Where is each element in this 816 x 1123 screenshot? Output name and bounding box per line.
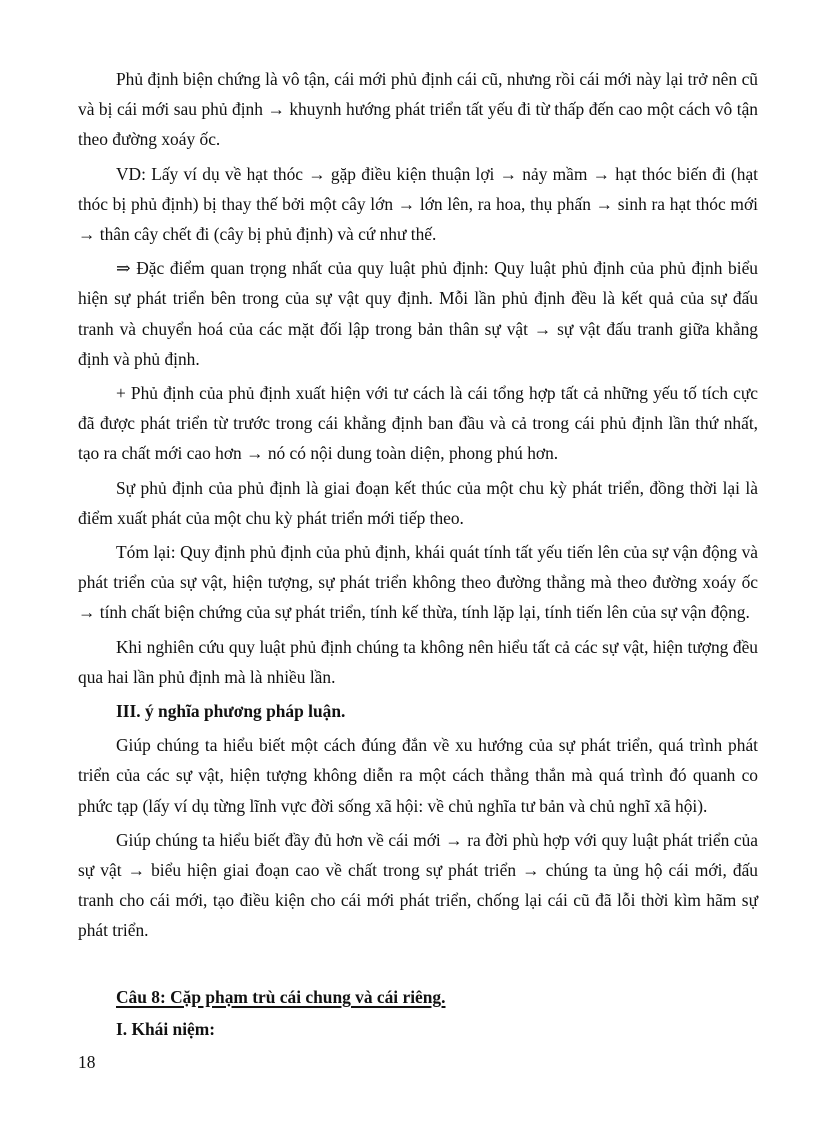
section-heading: III. ý nghĩa phương pháp luận.: [116, 701, 346, 722]
paragraph: VD: Lấy ví dụ về hạt thóc → gặp điều kiện thuận lợi → nảy mầm → hạt thóc biến đi (hạt thóc bị phủ định) bị thay thế bởi một cây lớn → lớn lên, ra hoa, thụ phấn → sinh ra hạt thóc mới → thân cây chết đi (cây bị phủ định) và cứ như thế.: [78, 163, 758, 245]
paragraph: Phủ định biện chứng là vô tận, cái mới phủ định cái cũ, nhưng rồi cái mới này lại trở nên cũ và bị cái mới sau phủ định → khuynh hướng phát triển tất yếu đi từ thấp đến cao một cách vô tận theo đường xoáy ốc.: [78, 69, 758, 150]
document-page: [78, 64, 758, 1048]
subsection-heading: I. Khái niệm:: [116, 1018, 216, 1039]
paragraph: + Phủ định của phủ định xuất hiện với tư cách là cái tổng hợp tất cả những yếu tố tích cực đã được phát triển từ trước trong cái khẳng định ban đầu và cả trong cái phủ định lần thứ nhất, tạo ra chất mới cao hơn → nó có nội dung toàn diện, phong phú hơn.: [78, 383, 758, 464]
paragraph: Giúp chúng ta hiểu biết một cách đúng đắn về xu hướng của sự phát triển, quá trình phát triển của các sự vật, hiện tượng không diễn ra một cách thẳng thắn mà quá trình đó quanh co phức tạp (lấy ví dụ từng lĩnh vực đời sống xã hội: về chủ nghĩa tư bản và chủ nghĩ xã hội).: [78, 735, 758, 816]
paragraph: Khi nghiên cứu quy luật phủ định chúng ta không nên hiểu tất cả các sự vật, hiện tượng đều qua hai lần phủ định mà là nhiều lần.: [78, 636, 758, 687]
paragraph: Sự phủ định của phủ định là giai đoạn kết thúc của một chu kỳ phát triển, đồng thời lại là điểm xuất phát của một chu kỳ phát triển mới tiếp theo.: [78, 477, 758, 528]
page-number: 18: [78, 1052, 96, 1072]
paragraph: Giúp chúng ta hiểu biết đầy đủ hơn về cái mới → ra đời phù hợp với quy luật phát triển của sự vật → biểu hiện giai đoạn cao về chất trong sự phát triển → chúng ta ủng hộ cái mới, đấu tranh cho cái mới, tạo điều kiện cho cái mới phát triển, chống lại cái cũ đã lỗi thời kìm hãm sự phát triển.: [78, 829, 758, 941]
question-heading: Câu 8: Cặp phạm trù cái chung và cái riêng.: [116, 986, 446, 1007]
paragraph: Tóm lại: Quy định phủ định của phủ định, khái quát tính tất yếu tiến lên của sự vận động và phát triển của sự vật, hiện tượng, sự phát triển không theo đường thẳng mà theo đường xoáy ốc → tính chất biện chứng của sự phát triển, tính kế thừa, tính lặp lại, tính tiến lên của sự vận động.: [78, 542, 758, 623]
paragraph: ⇒ Đặc điểm quan trọng nhất của quy luật phủ định: Quy luật phủ định của phủ định biểu hiện sự phát triển bên trong của sự vật quy định. Mỗi lần phủ định đều là kết quả của sự đấu tranh và chuyển hoá của các mặt đối lập trong bản thân sự vật → sự vật đấu tranh giữa khẳng định và phủ định.: [78, 258, 758, 369]
